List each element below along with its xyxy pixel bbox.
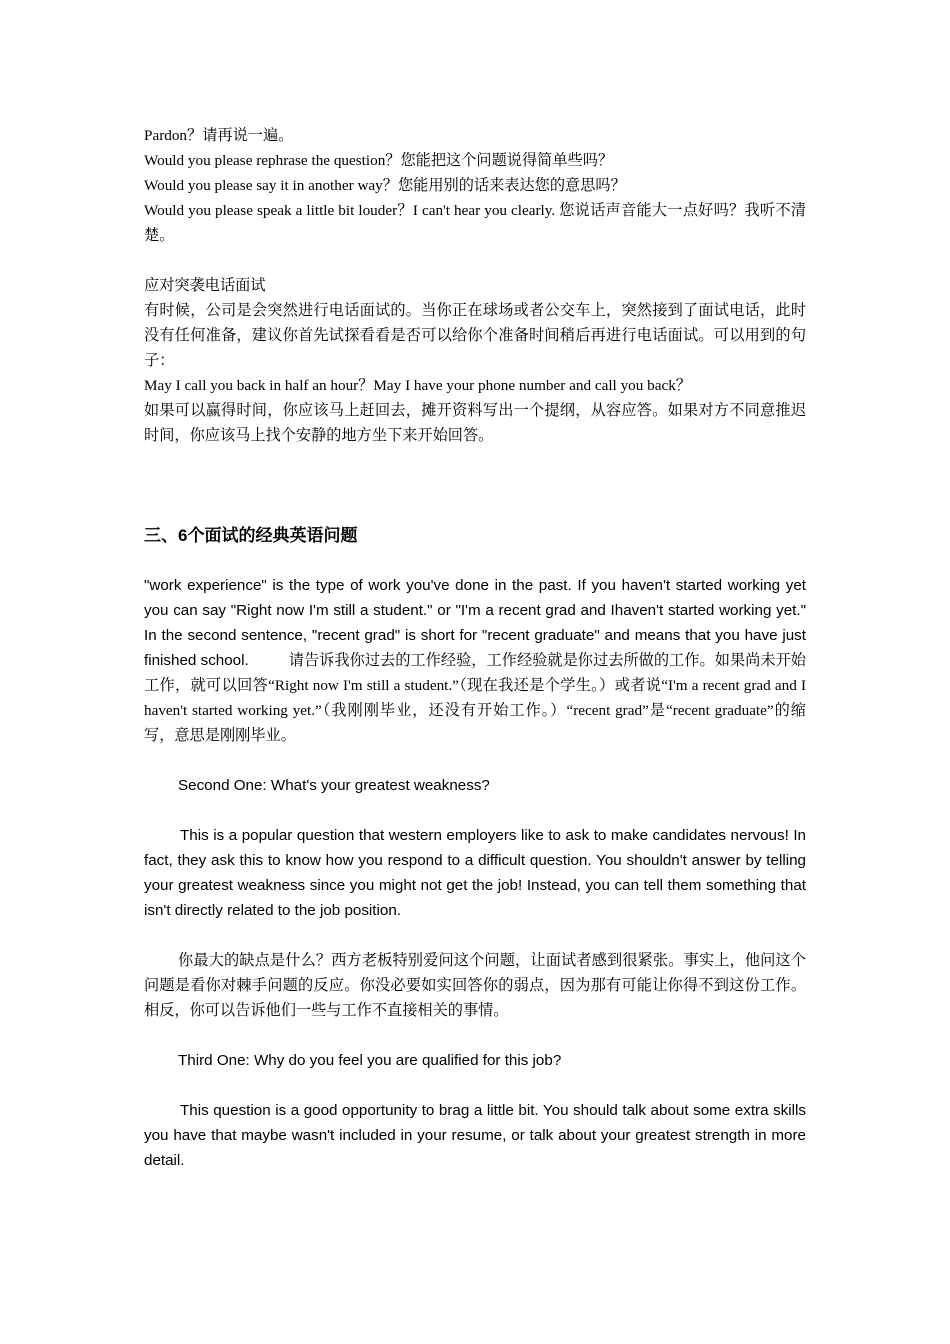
work-experience-paragraph bbox=[144, 573, 806, 748]
sudden-interview-body: 有时候，公司是会突然进行电话面试的。当你正在球场或者公交车上，突然接到了面试电话，此时没有任何准备，建议你首先试探看看是否可以给你个准备时间稍后再进行电话面试。可以用到的句子： bbox=[144, 302, 806, 369]
question-two-title: Second One: What's your greatest weakness? bbox=[178, 777, 490, 794]
sudden-interview-advice: 如果可以赢得时间，你应该马上赶回去，摊开资料写出一个提纲，从容应答。如果对方不同意推迟时间，你应该马上找个安静的地方坐下来开始回答。 bbox=[144, 402, 806, 444]
question-three-title: Third One: Why do you feel you are qualified for this job? bbox=[178, 1052, 562, 1069]
question-three-en: This question is a good opportunity to brag a little bit. You should talk about some extra skills you have that maybe wasn't included in your resume, or talk about your greatest strength in more detail. bbox=[144, 1102, 806, 1169]
phrase-rephrase: Would you please rephrase the question？您能把这个问题说得简单些吗？ bbox=[144, 152, 614, 169]
phrase-another-way: Would you please say it in another way？您能用别的话来表达您的意思吗？ bbox=[144, 177, 626, 194]
section-heading: 三、6个面试的经典英语问题 bbox=[144, 526, 358, 545]
sudden-interview-title: 应对突袭电话面试 bbox=[144, 277, 266, 294]
work-experience-en: "work experience" is the type of work you've done in the past. If you haven't started working yet you can say "Right now I'm still a student." or "I'm a recent grad and Ihaven't started working yet." In the second sentence, "recent grad" is short for "recent graduate" and means that you have just finished school. bbox=[144, 577, 806, 669]
sudden-interview-sentences: May I call you back in half an hour？May I have your phone number and call you back？ bbox=[144, 377, 692, 394]
phrase-louder: Would you please speak a little bit louder？I can't hear you clearly. 您说话声音能大一点好吗？我听不清楚。 bbox=[144, 202, 806, 244]
document-page bbox=[144, 123, 806, 1173]
question-two-cn: 你最大的缺点是什么？西方老板特别爱问这个问题，让面试者感到很紧张。事实上，他问这个问题是看你对棘手问题的反应。你没必要如实回答你的弱点，因为那有可能让你得不到这份工作。相反，你可以告诉他们一些与工作不直接相关的事情。 bbox=[144, 952, 806, 1019]
question-two-en: This is a popular question that western employers like to ask to make candidates nervous! In fact, they ask this to know how you respond to a difficult question. You shouldn't answer by telling your greatest weakness since you might not get the job! Instead, you can tell them something that isn't directly related to the job position. bbox=[144, 827, 806, 919]
work-experience-cn: 请告诉我你过去的工作经验，工作经验就是你过去所做的工作。如果尚未开始工作，就可以回答“Right now I'm still a student.”（现在我还是个学生。）或者说“I'm a recent grad and I haven't started working yet.”（我刚刚毕业，还没有开始工作。）“recent grad”是“recent graduate”的缩写，意思是刚刚毕业。 bbox=[144, 652, 806, 744]
phrase-pardon: Pardon？请再说一遍。 bbox=[144, 127, 294, 144]
